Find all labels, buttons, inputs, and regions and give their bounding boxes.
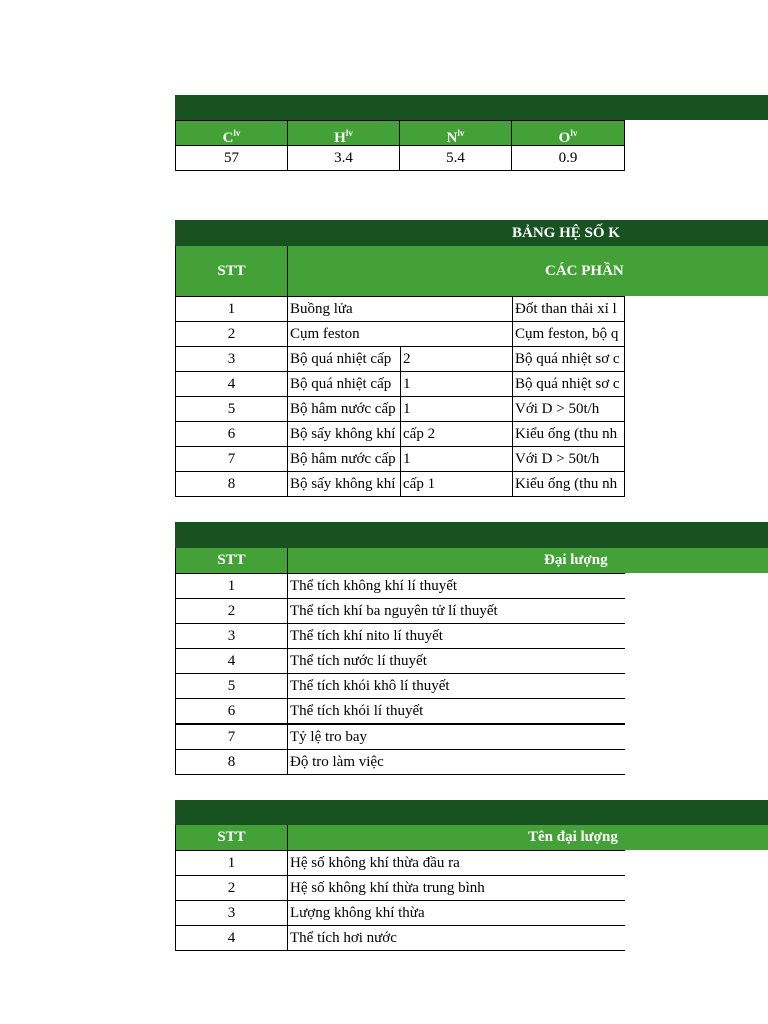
table3-stt: 5 — [175, 673, 288, 699]
table1-title-band — [175, 95, 768, 120]
table2-description: Đốt than thải xỉ l — [512, 296, 625, 322]
table2-header-stt: STT — [175, 246, 288, 297]
table2-part-extra: 2 — [400, 346, 513, 372]
table2-title: BẢNG HỆ SỐ K — [512, 225, 620, 241]
table3-quantity-name: Thể tích khói lí thuyết — [287, 698, 625, 724]
table1-value-h: 3.4 — [287, 145, 400, 171]
table2-stt: 4 — [175, 371, 288, 397]
table3-title-band — [175, 522, 768, 548]
table3-header-quantity: Đại lượng — [544, 552, 608, 568]
table3-stt: 3 — [175, 623, 288, 649]
table2-description: Kiểu ống (thu nh — [512, 471, 625, 497]
table1-value-c: 57 — [175, 145, 288, 171]
table3-quantity-name: Tỷ lệ tro bay — [287, 724, 625, 750]
table3-quantity-name: Thể tích không khí lí thuyết — [287, 573, 625, 599]
table2-description: Bộ quá nhiệt sơ c — [512, 371, 625, 397]
table2-part-extra: cấp 2 — [400, 421, 513, 447]
table4-quantity-name: Hệ số không khí thừa đầu ra — [287, 850, 625, 876]
table3-stt: 4 — [175, 648, 288, 674]
table3-quantity-name: Thể tích khí nito lí thuyết — [287, 623, 625, 649]
table2-part-name: Bộ sấy không khí — [287, 471, 401, 497]
table3-stt: 1 — [175, 573, 288, 599]
table1-header-o: $O^{lv}$ — [511, 120, 625, 146]
table2-stt: 2 — [175, 321, 288, 347]
table3-quantity-name: Độ tro làm việc — [287, 749, 625, 775]
table2-part-extra: cấp 1 — [400, 471, 513, 497]
table3-stt: 8 — [175, 749, 288, 775]
table3-quantity-name: Thể tích khói khô lí thuyết — [287, 673, 625, 699]
table4-stt: 2 — [175, 875, 288, 901]
table2-stt: 6 — [175, 421, 288, 447]
table2-part-name: Cụm feston — [287, 321, 513, 347]
table1-header-c: $C^{lv}$ — [175, 120, 288, 146]
table2-header-parts: CÁC PHẦN — [545, 263, 624, 279]
table4-header-stt: STT — [175, 825, 288, 851]
table1-value-n: 5.4 — [399, 145, 512, 171]
table2-part-name: Buồng lửa — [287, 296, 513, 322]
table2-description: Cụm feston, bộ q — [512, 321, 625, 347]
table2-description: Kiểu ống (thu nh — [512, 421, 625, 447]
table2-stt: 1 — [175, 296, 288, 322]
table2-part-name: Bộ sấy không khí — [287, 421, 401, 447]
table1-header-h: $H^{lv}$ — [287, 120, 400, 146]
table3-stt: 7 — [175, 724, 288, 750]
table1-value-o: 0.9 — [511, 145, 625, 171]
table4-quantity-name: Lượng không khí thừa — [287, 900, 625, 926]
table2-part-extra: 1 — [400, 371, 513, 397]
table2-part-extra: 1 — [400, 446, 513, 472]
table2-stt: 7 — [175, 446, 288, 472]
table2-stt: 8 — [175, 471, 288, 497]
table4-stt: 3 — [175, 900, 288, 926]
table2-description: Với D > 50t/h — [512, 446, 625, 472]
table4-title-band — [175, 800, 768, 825]
table4-stt: 4 — [175, 925, 288, 951]
table2-stt: 3 — [175, 346, 288, 372]
table3-stt: 2 — [175, 598, 288, 624]
table4-quantity-name: Thể tích hơi nước — [287, 925, 625, 951]
table2-part-name: Bộ hâm nước cấp — [287, 396, 401, 422]
table2-description: Với D > 50t/h — [512, 396, 625, 422]
table4-header-name: Tên đại lượng — [528, 829, 618, 845]
table2-part-extra: 1 — [400, 396, 513, 422]
table2-part-name: Bộ hâm nước cấp — [287, 446, 401, 472]
table3-quantity-name: Thể tích nước lí thuyết — [287, 648, 625, 674]
table3-stt: 6 — [175, 698, 288, 724]
table2-part-name: Bộ quá nhiệt cấp — [287, 371, 401, 397]
table4-stt: 1 — [175, 850, 288, 876]
table2-stt: 5 — [175, 396, 288, 422]
table1-header-n: $N^{lv}$ — [399, 120, 512, 146]
table3-quantity-name: Thể tích khí ba nguyên tử lí thuyết — [287, 598, 625, 624]
table2-part-name: Bộ quá nhiệt cấp — [287, 346, 401, 372]
table4-quantity-name: Hệ số không khí thừa trung bình — [287, 875, 625, 901]
table2-description: Bộ quá nhiệt sơ c — [512, 346, 625, 372]
table3-header-stt: STT — [175, 548, 288, 574]
